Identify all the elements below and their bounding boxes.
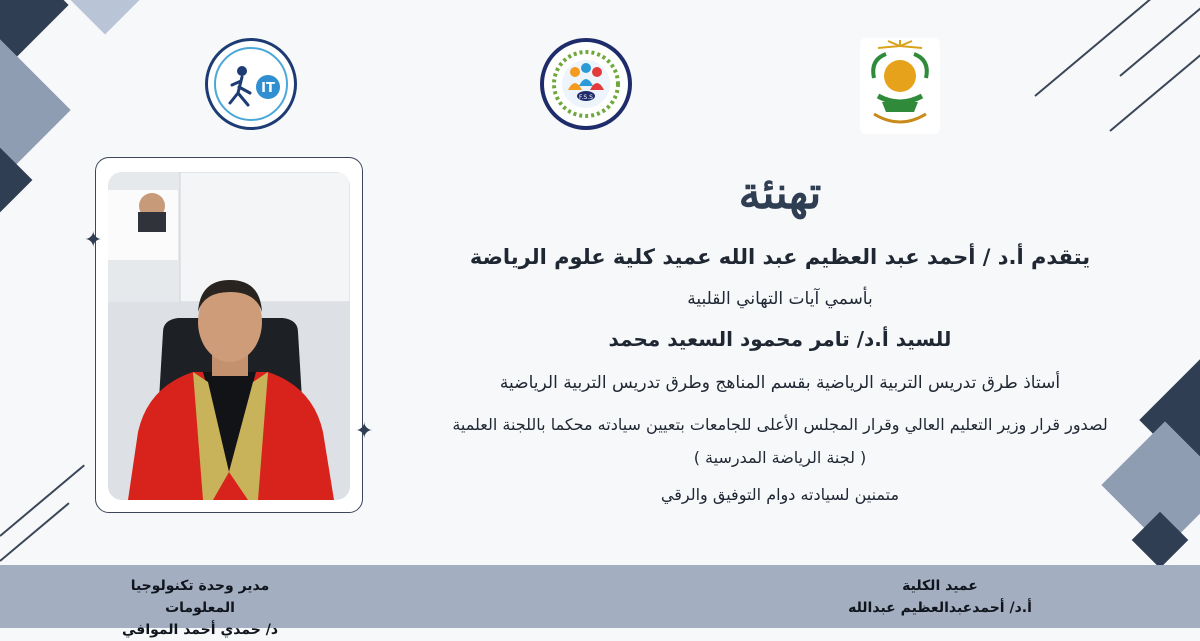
decor-line: [0, 502, 70, 561]
recipient-line: للسيد أ.د/ تامر محمود السعيد محمد: [608, 327, 952, 351]
signature-title: مدير وحدة تكنولوجيا المعلومات: [130, 578, 270, 616]
wishes-line: متمنين لسيادته دوام التوفيق والرقي: [660, 485, 900, 504]
it-logo-text: IT: [261, 81, 275, 96]
position-line: أستاذ طرق تدريس التربية الرياضية بقسم المناهج وطرق تدريس التربية الرياضية: [499, 373, 1061, 393]
reason-line: لصدور قرار وزير التعليم العالي وقرار المجلس الأعلى للجامعات بتعيين سيادته محكما باللجنة العلمية: [452, 415, 1108, 434]
footer-bar: [0, 565, 1200, 638]
signature-it-manager: [95, 575, 305, 641]
decor-diamond: [56, 0, 155, 34]
fss-logo-text: F.S.S: [579, 94, 593, 101]
mansoura-university-logo-icon: [860, 38, 940, 134]
faculty-sports-science-logo-icon: [540, 38, 632, 130]
signature-name: د/ حمدي أحمد الموافي: [121, 622, 279, 638]
page-title: تهنئة: [738, 168, 822, 219]
logo-row: [0, 38, 1200, 138]
signature-dean: [840, 575, 1040, 619]
sparkle-icon: ✦: [355, 419, 374, 444]
signature-name: أ.د/ أحمدعبدالعظيم عبدالله: [848, 600, 1032, 616]
sparkle-icon: ✦: [84, 228, 103, 253]
signature-title: عميد الكلية: [902, 578, 978, 594]
congratulation-text: [400, 160, 1160, 504]
committee-line: ( لجنة الرياضة المدرسية ): [693, 448, 867, 467]
sender-line: يتقدم أ.د / أحمد عبد العظيم عبد الله عميد كلية علوم الرياضة: [469, 245, 1091, 269]
it-unit-logo-icon: [205, 38, 297, 130]
greeting-line: بأسمي آيات التهاني القلبية: [687, 289, 873, 309]
portrait-photo: [108, 172, 350, 500]
